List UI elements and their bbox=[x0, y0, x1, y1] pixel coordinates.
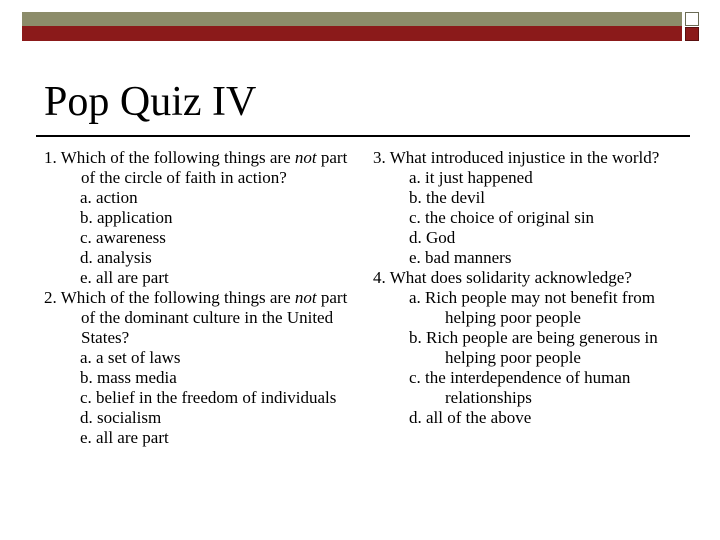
question-1-text: 1. Which of the following things are not part of the circle of faith in action? bbox=[44, 148, 348, 187]
right-column bbox=[373, 148, 693, 428]
corner-square-maroon bbox=[685, 27, 699, 41]
question-1-emphasis: not bbox=[294, 148, 317, 167]
question-4 bbox=[373, 268, 693, 428]
option-2e: e. all are part bbox=[80, 428, 169, 447]
option-3e: e. bad manners bbox=[409, 248, 512, 267]
left-column bbox=[44, 148, 349, 448]
option-3b: b. the devil bbox=[409, 188, 486, 207]
option-1e: e. all are part bbox=[80, 268, 169, 287]
question-2 bbox=[44, 288, 349, 448]
option-4b: b. Rich people are being generous in helping poor people bbox=[409, 328, 658, 367]
option-1a: a. action bbox=[80, 188, 138, 207]
header-bar-olive bbox=[22, 12, 682, 26]
option-4a: a. Rich people may not benefit from helping poor people bbox=[409, 288, 655, 327]
question-2-emphasis: not bbox=[294, 288, 317, 307]
option-2c: c. belief in the freedom of individuals bbox=[80, 388, 337, 407]
corner-square-white bbox=[685, 12, 699, 26]
option-2d: d. socialism bbox=[80, 408, 162, 427]
option-1d: d. analysis bbox=[80, 248, 152, 267]
question-1 bbox=[44, 148, 349, 288]
question-3 bbox=[373, 148, 693, 268]
question-4-text: 4. What does solidarity acknowledge? bbox=[373, 268, 632, 287]
option-4d: d. all of the above bbox=[409, 408, 532, 427]
option-4c: c. the interdependence of human relationships bbox=[409, 368, 631, 407]
option-2a: a. a set of laws bbox=[80, 348, 181, 367]
option-1b: b. application bbox=[80, 208, 173, 227]
question-2-text: 2. Which of the following things are not part of the dominant culture in the United States? bbox=[44, 288, 348, 347]
option-2b: b. mass media bbox=[80, 368, 177, 387]
option-3c: c. the choice of original sin bbox=[409, 208, 595, 227]
question-3-text: 3. What introduced injustice in the world? bbox=[373, 148, 660, 167]
option-3d: d. God bbox=[409, 228, 456, 247]
option-3a: a. it just happened bbox=[409, 168, 533, 187]
slide-title: Pop Quiz IV bbox=[44, 79, 257, 125]
title-divider bbox=[36, 135, 690, 137]
option-1c: c. awareness bbox=[80, 228, 166, 247]
header-bar-maroon bbox=[22, 26, 682, 41]
